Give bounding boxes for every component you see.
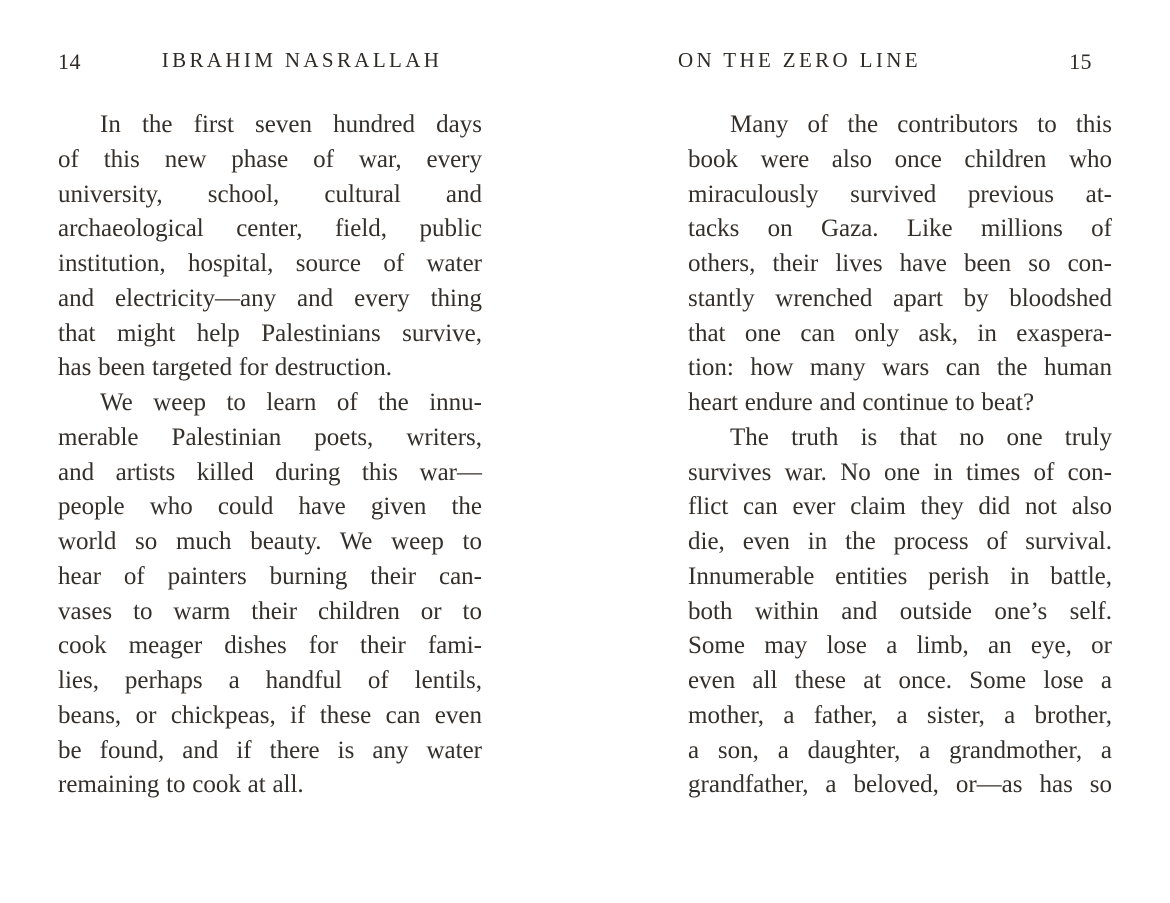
text-line: a son, a daughter, a grandmother, a	[688, 736, 1112, 764]
text-line: merable Palestinian poets, writers,	[58, 423, 482, 451]
text-line: tion: how many wars can the human	[688, 354, 1112, 382]
text-line: vases to warm their children or to	[58, 597, 482, 625]
running-header-left	[58, 48, 482, 80]
text-line: Many of the contributors to this	[730, 111, 1112, 138]
running-title-right: ON THE ZERO LINE	[678, 48, 921, 72]
text-line: both within and outside one’s self.	[688, 597, 1112, 625]
text-line: lies, perhaps a handful of lentils,	[58, 667, 482, 694]
text-line: tacks on Gaza. Like millions of	[688, 215, 1112, 243]
text-line: has been targeted for destruction.	[58, 354, 393, 382]
text-line: book were also once children who	[688, 145, 1112, 173]
text-line: mother, a father, a sister, a brother,	[688, 701, 1112, 729]
text-line: university, school, cultural and	[58, 180, 482, 208]
text-line: and artists killed during this war—	[58, 458, 482, 486]
text-line: and electricity—any and every thing	[58, 284, 482, 312]
text-line: people who could have given the	[58, 493, 482, 521]
text-line: others, their lives have been so con-	[688, 250, 1112, 277]
text-column-left	[58, 108, 482, 803]
text-line: beans, or chickpeas, if these can even	[58, 701, 482, 729]
text-line: of this new phase of war, every	[58, 145, 482, 173]
page-number-left: 14	[58, 49, 81, 74]
text-line: that might help Palestinians survive,	[58, 319, 482, 347]
text-line: stantly wrenched apart by bloodshed	[688, 284, 1112, 312]
text-column-right	[688, 108, 1112, 803]
page-number-right: 15	[1069, 49, 1092, 74]
text-line: flict can ever claim they did not also	[688, 493, 1112, 521]
text-line: survives war. No one in times of con-	[688, 458, 1112, 486]
paragraph	[688, 421, 1112, 803]
running-title-left: IBRAHIM NASRALLAH	[161, 48, 443, 72]
text-line: grandfather, a beloved, or—as has so	[688, 771, 1112, 799]
text-line: institution, hospital, source of water	[58, 250, 482, 277]
text-line: cook meager dishes for their fami-	[58, 632, 482, 660]
text-line: heart endure and continue to beat?	[688, 389, 1035, 416]
text-line: The truth is that no one truly	[730, 423, 1112, 451]
paragraph	[58, 386, 482, 803]
paragraph	[58, 108, 482, 386]
text-line: We weep to learn of the innu-	[100, 389, 482, 416]
text-line: world so much beauty. We weep to	[58, 528, 482, 555]
text-line: that one can only ask, in exaspera-	[688, 319, 1112, 347]
text-line: miraculously survived previous at-	[688, 180, 1112, 208]
text-line: In the first seven hundred days	[100, 111, 482, 138]
text-line: even all these at once. Some lose a	[688, 667, 1112, 694]
text-line: hear of painters burning their can-	[58, 562, 482, 590]
running-header-right	[678, 48, 1112, 80]
text-line: Innumerable entities perish in battle,	[688, 562, 1112, 590]
text-line: be found, and if there is any water	[58, 736, 482, 764]
text-line: die, even in the process of survival.	[688, 528, 1112, 555]
paragraph	[688, 108, 1112, 421]
page-right	[678, 0, 1112, 903]
text-line: archaeological center, field, public	[58, 215, 482, 243]
text-line: remaining to cook at all.	[58, 771, 304, 799]
text-line: Some may lose a limb, an eye, or	[688, 632, 1112, 660]
page-left	[58, 0, 482, 903]
